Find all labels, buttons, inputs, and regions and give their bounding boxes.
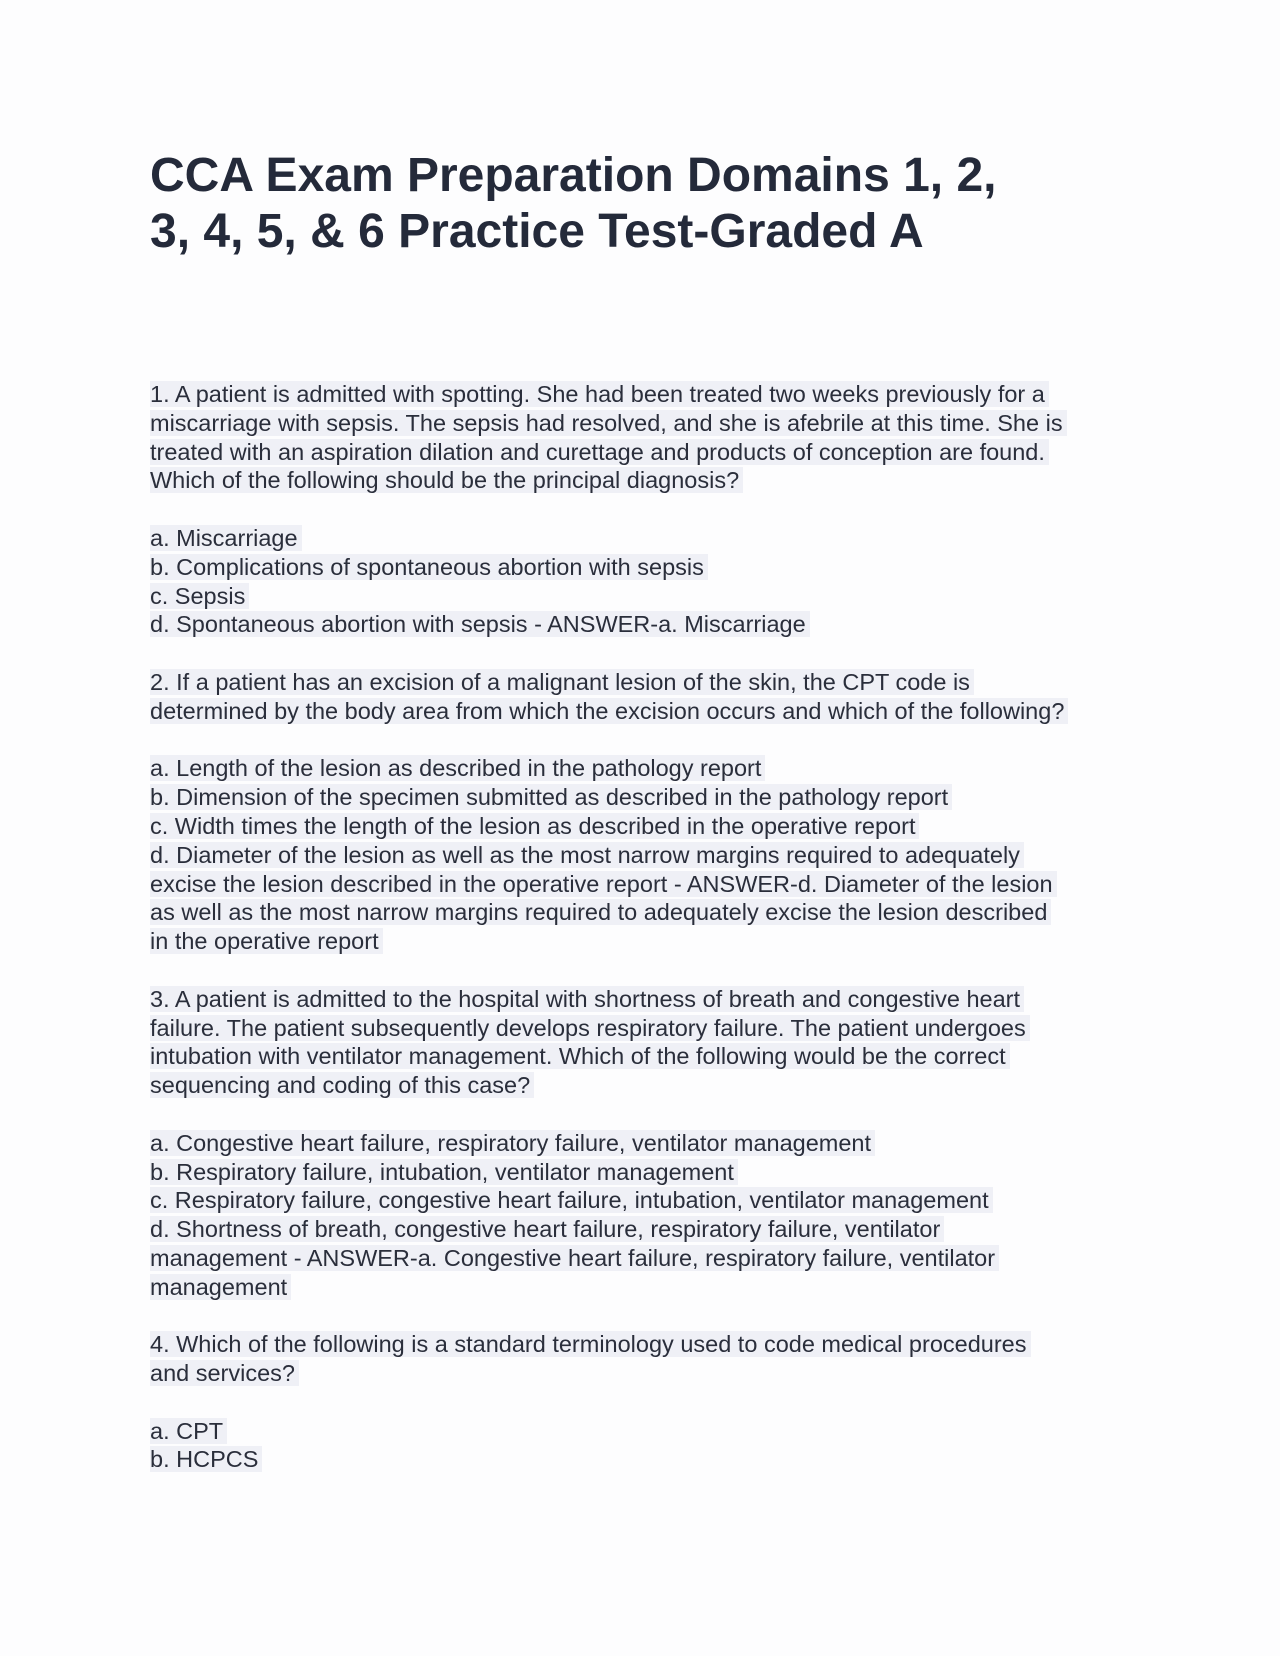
option-line: a. CPT bbox=[150, 1418, 227, 1444]
text-line: sequencing and coding of this case? bbox=[150, 1072, 534, 1098]
text-line: 3. A patient is admitted to the hospital with shortness of breath and congestive heart bbox=[150, 986, 1024, 1012]
question-1-options bbox=[150, 524, 1130, 639]
text-line: Which of the following should be the principal diagnosis? bbox=[150, 467, 743, 493]
option-line: c. Sepsis bbox=[150, 583, 249, 609]
option-line: management - ANSWER-a. Congestive heart failure, respiratory failure, ventilator bbox=[150, 1245, 999, 1271]
option-line: b. Complications of spontaneous abortion with sepsis bbox=[150, 554, 708, 580]
text-line: intubation with ventilator management. Which of the following would be the correct bbox=[150, 1043, 1010, 1069]
question-2-options bbox=[150, 754, 1130, 956]
option-line: b. Dimension of the specimen submitted as described in the pathology report bbox=[150, 784, 952, 810]
option-line: c. Respiratory failure, congestive heart failure, intubation, ventilator management bbox=[150, 1187, 993, 1213]
text-line: and services? bbox=[150, 1360, 299, 1386]
question-list bbox=[150, 380, 1130, 1503]
option-line: a. Congestive heart failure, respiratory failure, ventilator management bbox=[150, 1130, 875, 1156]
text-line: 2. If a patient has an excision of a malignant lesion of the skin, the CPT code is bbox=[150, 669, 974, 695]
question-3-text bbox=[150, 985, 1130, 1100]
option-line: in the operative report bbox=[150, 928, 383, 954]
option-line: d. Spontaneous abortion with sepsis - ANSWER-a. Miscarriage bbox=[150, 611, 810, 637]
title-line: 3, 4, 5, & 6 Practice Test-Graded A bbox=[150, 205, 924, 258]
text-line: 1. A patient is admitted with spotting. She had been treated two weeks previously for a bbox=[150, 381, 1049, 407]
text-line: treated with an aspiration dilation and curettage and products of conception are found. bbox=[150, 439, 1049, 465]
option-line: a. Miscarriage bbox=[150, 525, 302, 551]
text-line: failure. The patient subsequently develops respiratory failure. The patient undergoes bbox=[150, 1015, 1030, 1041]
question-1-text bbox=[150, 380, 1130, 495]
text-line: 4. Which of the following is a standard terminology used to code medical procedures bbox=[150, 1331, 1031, 1357]
question-3-options bbox=[150, 1129, 1130, 1302]
document-title bbox=[150, 148, 1130, 260]
text-line: determined by the body area from which the excision occurs and which of the following? bbox=[150, 698, 1068, 724]
option-line: as well as the most narrow margins required to adequately excise the lesion described bbox=[150, 899, 1051, 925]
option-line: b. Respiratory failure, intubation, ventilator management bbox=[150, 1159, 738, 1185]
document-page bbox=[150, 148, 1130, 260]
question-4-options bbox=[150, 1417, 1130, 1475]
question-2-text bbox=[150, 668, 1130, 726]
title-line: CCA Exam Preparation Domains 1, 2, bbox=[150, 149, 997, 202]
option-line: d. Diameter of the lesion as well as the most narrow margins required to adequately bbox=[150, 842, 1024, 868]
option-line: management bbox=[150, 1274, 291, 1300]
text-line: miscarriage with sepsis. The sepsis had resolved, and she is afebrile at this time. She is bbox=[150, 410, 1067, 436]
option-line: c. Width times the length of the lesion as described in the operative report bbox=[150, 813, 919, 839]
question-4-text bbox=[150, 1330, 1130, 1388]
option-line: a. Length of the lesion as described in the pathology report bbox=[150, 755, 765, 781]
option-line: excise the lesion described in the operative report - ANSWER-d. Diameter of the lesion bbox=[150, 871, 1057, 897]
option-line: b. HCPCS bbox=[150, 1446, 262, 1472]
option-line: d. Shortness of breath, congestive heart failure, respiratory failure, ventilator bbox=[150, 1216, 944, 1242]
